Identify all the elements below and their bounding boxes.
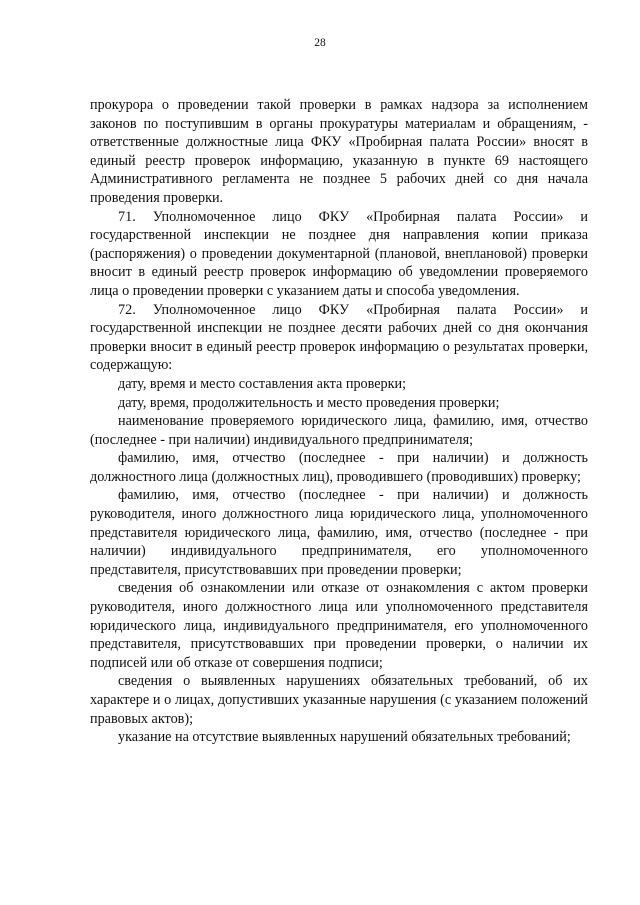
list-item-entity-name: наименование проверяемого юридического лица, фамилию, имя, отчество (последнее - при наличии) индивидуального предпринимателя;	[90, 413, 588, 448]
page-number: 28	[314, 37, 326, 49]
paragraph-item-71: 71. Уполномоченное лицо ФКУ «Пробирная палата России» и государственной инспекции не позднее дня направления копии приказа (распоряжения) о проведении документарной (плановой, внеплановой) проверки вносит в единый реестр проверок информацию об уведомлении проверяемого лица о проведении проверки с указанием даты и способа уведомления.	[90, 208, 588, 299]
list-item-no-violations: указание на отсутствие выявленных нарушений обязательных требований;	[118, 729, 571, 746]
body-text	[90, 96, 588, 747]
list-item-violations: сведения о выявленных нарушениях обязательных требований, об их характере и о лицах, допустивших указанные нарушения (с указанием положений правовых актов);	[90, 673, 588, 727]
paragraph-item-72: 72. Уполномоченное лицо ФКУ «Пробирная палата России» и государственной инспекции не позднее десяти рабочих дней со дня окончания проверки вносит в единый реестр проверок информацию о результатах проверки, содержащую:	[90, 301, 588, 374]
paragraph-continuation: прокурора о проведении такой проверки в рамках надзора за исполнением законов по поступившим в органы прокуратуры материалам и обращениям, - ответственные должностные лица ФКУ «Пробирная палата России» вносят в единый реестр проверок информацию, указанную в пункте 69 настоящего Административного регламента не позднее 5 рабочих дней со дня начала проведения проверки.	[90, 97, 588, 206]
list-item-acknowledgement: сведения об ознакомлении или отказе от ознакомления с актом проверки руководителя, иного должностного лица или уполномоченного представителя юридического лица, индивидуального предпринимателя, его уполномоченного представителя, присутствовавших при проведении проверки, о наличии их подписей или об отказе от совершения подписи;	[90, 580, 588, 671]
list-item-act-date: дату, время и место составления акта проверки;	[118, 375, 407, 392]
list-item-representatives: фамилию, имя, отчество (последнее - при наличии) и должность руководителя, иного должностного лица юридического лица, уполномоченного представителя юридического лица, фамилию, имя, отчество (последнее - при наличии) индивидуального предпринимателя, его уполномоченного представителя, присутствовавших при проведении проверки;	[90, 487, 588, 578]
list-item-inspection-date: дату, время, продолжительность и место проведения проверки;	[118, 394, 500, 411]
list-item-inspector-name: фамилию, имя, отчество (последнее - при наличии) и должность должностного лица (должностных лиц), проводившего (проводивших) проверку;	[90, 450, 588, 485]
